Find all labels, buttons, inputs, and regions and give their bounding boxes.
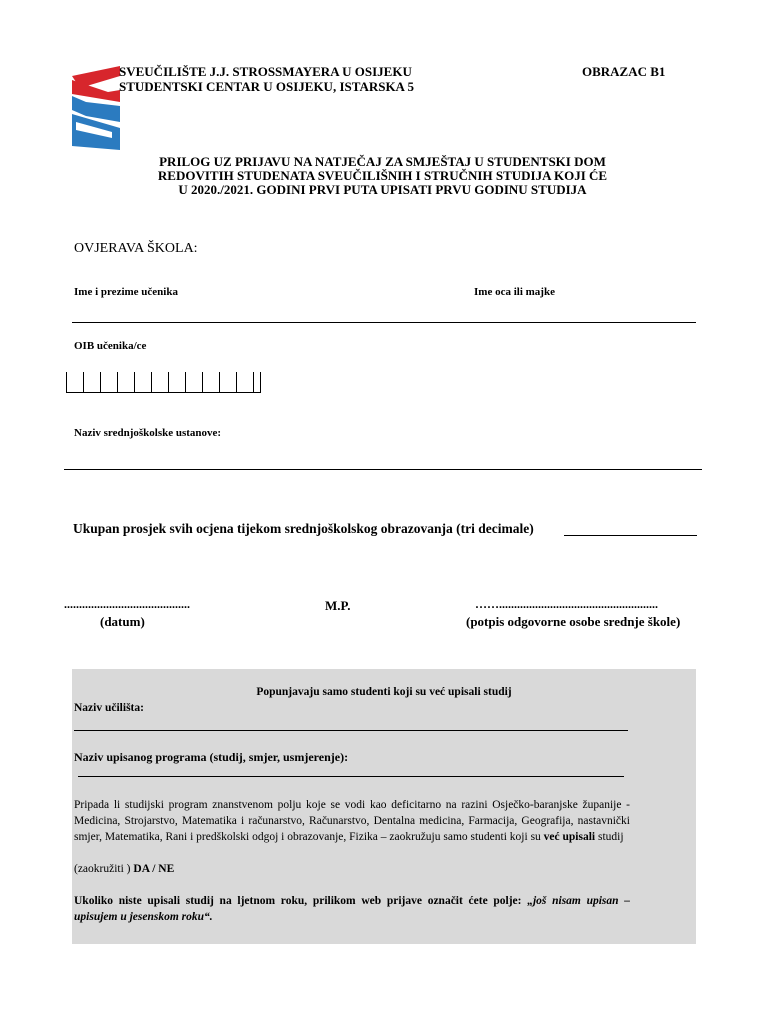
oib-digit-box[interactable] [202,372,219,393]
student-name-field[interactable] [72,322,696,323]
date-label: (datum) [100,614,145,629]
oib-digit-box[interactable] [151,372,168,393]
parent-name-label: Ime oca ili majke [474,286,555,298]
oib-digit-box[interactable] [185,372,202,393]
autumn-term-note [74,893,630,925]
oib-digit-box[interactable] [236,372,253,393]
oib-digit-box[interactable] [253,372,261,393]
average-grade-field[interactable] [564,535,697,536]
autumn-term-text: Ukoliko niste upisali studij na ljetnom roku, prilikom web prijave označit ćete polje: [74,895,522,907]
circle-instruction: (zaokružiti ) [74,863,131,875]
oib-label: OIB učenika/ce [74,340,147,352]
form-code: OBRAZAC B1 [582,64,666,79]
oib-digit-box[interactable] [134,372,151,393]
deficit-question-end: studij [597,831,624,843]
oib-digit-box[interactable] [100,372,117,393]
oib-digit-box[interactable] [66,372,83,393]
deficit-field-question [74,797,630,845]
title-line-1: PRILOG UZ PRIJAVU NA NATJEČAJ ZA SMJEŠTAJ U STUDENTSKI DOM [159,154,606,169]
institution-field[interactable] [74,730,628,731]
oib-digit-box[interactable] [117,372,134,393]
signature-field[interactable]: ……..................................................... [475,597,658,611]
university-name: SVEUČILIŠTE J.J. STROSSMAYERA U OSIJEKU [119,64,412,79]
oib-digit-box[interactable] [168,372,185,393]
yes-no-row [74,861,174,877]
oib-digit-box[interactable] [83,372,100,393]
title-line-2: REDOVITIH STUDENATA SVEUČILIŠNIH I STRUČNIH STUDIJA KOJI ĆE [157,168,608,183]
deficit-question-bold: već upisali [543,831,596,843]
date-field[interactable]: .......................................... [64,597,190,611]
stamp-label: M.P. [325,598,351,613]
deficit-question-text: Pripada li studijski program znanstvenom polju koje se vodi kao deficitarno na razini Osječko-baranjske županije - Medicina, Strojarstvo, Matematika i računarstvo, Računarstvo, Dentalna medicina, Farmacija, Geografija, nastavnički smjer, Matematika, Rani i predškolski odgoj i obrazovanje, Fizika – zaokružuju samo studenti koji su [74,799,630,843]
signature-label: (potpis odgovorne osobe srednje škole) [466,614,681,629]
student-section-heading: Popunjavaju samo studenti koji su već upisali studij [256,686,512,698]
school-heading: OVJERAVA ŠKOLA: [74,241,198,256]
oib-field[interactable] [66,372,261,394]
student-name-label: Ime i prezime učenika [74,286,178,298]
school-name-field[interactable] [64,469,702,470]
yes-no-option[interactable]: DA / NE [133,863,175,875]
average-grade-label: Ukupan prosjek svih ocjena tijekom srednjoškolskog obrazovanja (tri decimale) [73,521,534,536]
student-center-address: STUDENTSKI CENTAR U OSIJEKU, ISTARSKA 5 [119,79,414,94]
institution-label: Naziv učilišta: [74,702,144,714]
title-line-3: U 2020./2021. GODINI PRVI PUTA UPISATI PRVU GODINU STUDIJA [178,182,587,197]
program-label: Naziv upisanog programa (studij, smjer, usmjerenje): [74,750,349,764]
oib-digit-box[interactable] [219,372,236,393]
program-field[interactable] [78,776,624,777]
school-name-label: Naziv srednjoškolske ustanove: [74,427,222,439]
university-logo [72,66,120,150]
autumn-term-option: „još nisam upisan – upisujem u jesenskom roku“. [74,895,630,923]
